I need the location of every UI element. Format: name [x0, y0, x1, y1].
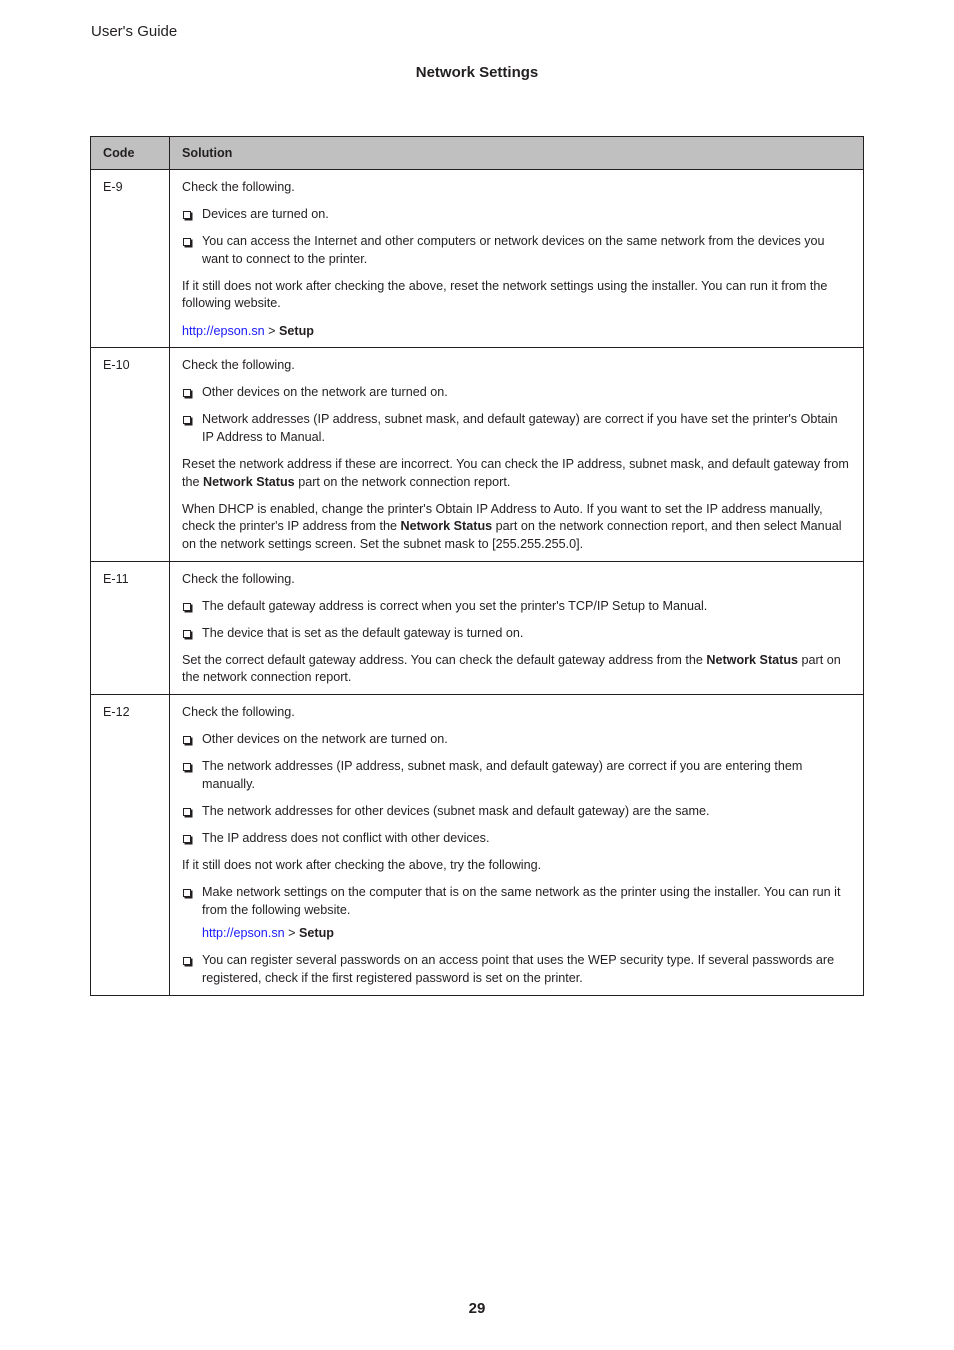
text-span: part on the network connection report.	[294, 474, 511, 489]
checklist-text: Other devices on the network are turned on.	[202, 732, 448, 747]
solution-intro: Check the following.	[182, 180, 295, 194]
solution-paragraph: If it still does not work after checking the above, try the following.	[182, 858, 542, 873]
checklist-text: The IP address does not conflict with other devices.	[202, 830, 490, 845]
column-header-solution: Solution	[170, 137, 864, 170]
checkbox-bullet-icon	[183, 889, 191, 897]
checklist-text: Other devices on the network are turned on.	[202, 385, 448, 400]
link-separator: >	[284, 926, 299, 941]
checklist-item	[182, 598, 851, 616]
checkbox-bullet-icon	[183, 603, 191, 611]
checkbox-bullet-icon	[183, 835, 191, 843]
checklist-text: The device that is set as the default gateway is turned on.	[202, 625, 524, 640]
solution-paragraph	[182, 456, 851, 491]
checklist-item	[182, 625, 851, 643]
checklist-text: Network addresses (IP address, subnet mask, and default gateway) are correct if you have set the printer's Obtain IP Address to Manual.	[202, 412, 838, 444]
error-code-table	[90, 136, 864, 996]
table-row	[91, 170, 864, 348]
page-number: 29	[468, 1300, 486, 1317]
checkbox-bullet-icon	[183, 630, 191, 638]
checklist-item	[182, 233, 851, 268]
setup-link-line	[182, 323, 851, 341]
checklist-item	[182, 731, 851, 749]
network-status-term: Network Status	[706, 652, 799, 667]
checkbox-bullet-icon	[183, 957, 191, 965]
checklist-text: You can register several passwords on an access point that uses the WEP security type. If several passwords are registered, check if the first registered password is set on the printer.	[202, 953, 835, 985]
epson-setup-link[interactable]: http://epson.sn	[202, 926, 285, 941]
text-span: When DHCP is enabled, change the printer's Obtain IP Address to Auto. If you want to set the IP address manually, check the printer's IP address from the	[182, 501, 823, 534]
text-span: part on the network connection report, and then select Manual on the network settings screen. Set the subnet mask to [255.255.255.0].	[182, 519, 842, 551]
section-title: Network Settings	[415, 64, 539, 81]
solution-paragraph	[182, 652, 851, 687]
checkbox-bullet-icon	[183, 389, 191, 397]
solution-paragraph: If it still does not work after checking the above, reset the network settings using the installer. You can run it from the following website.	[182, 278, 828, 311]
checklist-text: Make network settings on the computer that is on the same network as the printer using the installer. You can run it from the following website.	[202, 885, 841, 917]
guide-title: User's Guide	[91, 23, 178, 40]
checklist-text: You can access the Internet and other computers or network devices on the same network from the devices you want to connect to the printer.	[202, 234, 825, 266]
network-status-term: Network Status	[400, 519, 493, 534]
checklist-text: Devices are turned on.	[202, 207, 329, 222]
checklist-item	[182, 952, 851, 987]
checklist-text: The network addresses for other devices (subnet mask and default gateway) are the same.	[202, 803, 710, 818]
checklist-item	[182, 411, 851, 446]
table-header-row	[91, 137, 864, 170]
solution-cell	[170, 694, 864, 995]
error-code: E-9	[91, 170, 170, 348]
checklist-text: The default gateway address is correct when you set the printer's TCP/IP Setup to Manual.	[202, 598, 708, 613]
solution-cell	[170, 348, 864, 561]
solution-intro: Check the following.	[182, 571, 295, 586]
text-span: Set the correct default gateway address. You can check the default gateway address from the	[182, 652, 707, 667]
checkbox-bullet-icon	[183, 211, 191, 219]
checklist-item	[182, 758, 851, 793]
solution-cell	[170, 170, 864, 348]
checkbox-bullet-icon	[183, 238, 191, 246]
solution-cell	[170, 561, 864, 694]
error-code: E-12	[91, 694, 170, 995]
setup-label: Setup	[298, 926, 334, 941]
checklist-item	[182, 206, 851, 224]
solution-intro: Check the following.	[182, 358, 295, 373]
column-header-code: Code	[91, 137, 170, 170]
checklist-item	[182, 884, 851, 943]
checkbox-bullet-icon	[183, 763, 191, 771]
epson-setup-link[interactable]: http://epson.sn	[182, 323, 265, 338]
checkbox-bullet-icon	[183, 736, 191, 744]
table-row	[91, 348, 864, 561]
solution-intro: Check the following.	[182, 704, 295, 719]
error-code: E-10	[91, 348, 170, 561]
setup-label: Setup	[278, 323, 314, 338]
checklist-item	[182, 803, 851, 821]
table-row	[91, 561, 864, 694]
checklist-item	[182, 384, 851, 402]
link-separator: >	[264, 323, 279, 338]
checklist-text: The network addresses (IP address, subnet mask, and default gateway) are correct if you are entering them manually.	[202, 759, 803, 791]
table-row	[91, 694, 864, 995]
checkbox-bullet-icon	[183, 808, 191, 816]
setup-link-line	[202, 925, 851, 943]
network-status-term: Network Status	[203, 474, 295, 489]
solution-paragraph	[182, 501, 851, 554]
error-code: E-11	[91, 561, 170, 694]
checklist-item	[182, 830, 851, 848]
text-span: part on the network connection report.	[182, 652, 841, 685]
checkbox-bullet-icon	[183, 416, 191, 424]
text-span: Reset the network address if these are incorrect. You can check the IP address, subnet mask, and default gateway from the	[182, 457, 849, 489]
